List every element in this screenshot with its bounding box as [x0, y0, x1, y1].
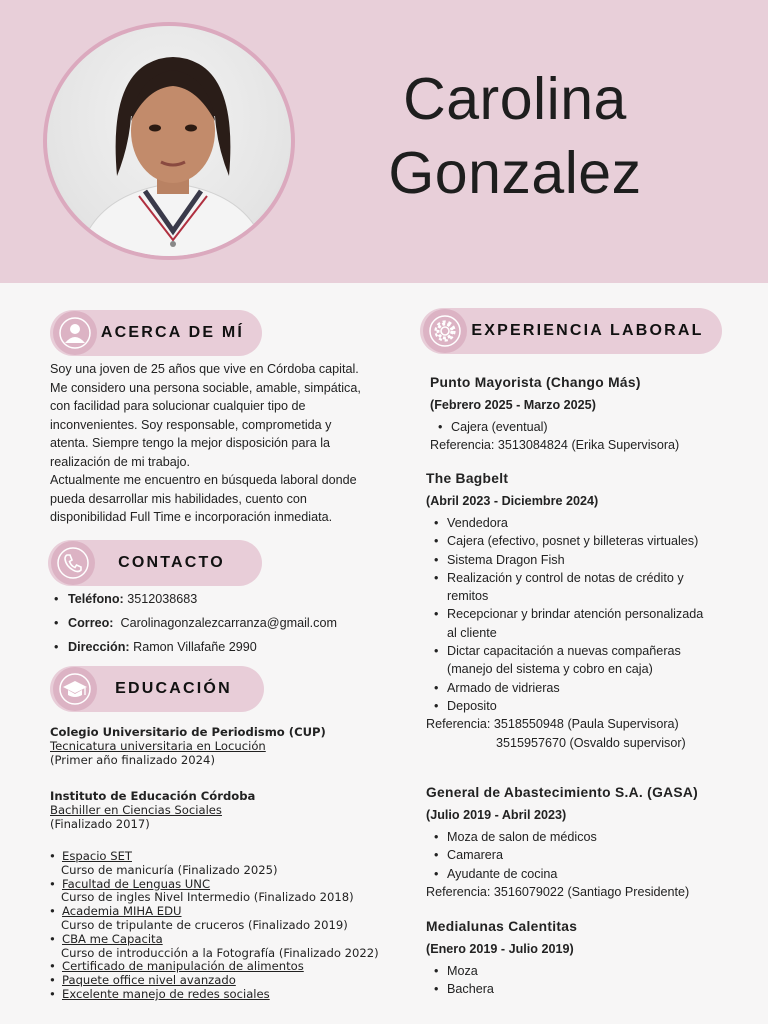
course-item: [48, 850, 418, 878]
person-portrait-icon: [47, 26, 295, 260]
job-task: • Moza: [426, 962, 746, 980]
contact-email: [52, 614, 392, 632]
job-task: • Dictar capacitación a nuevas compañeras (manejo del sistema y cobro en caja): [426, 642, 716, 679]
course-detail: Curso de introducción a la Fotografía (Finalizado 2022): [61, 945, 379, 960]
about-line: atenta. Siempre tengo la mejor disposición para la: [50, 436, 331, 450]
section-header-experience: [420, 308, 722, 354]
job-company: The Bagbelt: [426, 471, 509, 486]
gear-icon: [423, 309, 467, 353]
school-entry: [50, 790, 420, 831]
job-company: General de Abastecimiento S.A. (GASA): [426, 785, 699, 800]
contact-address: [52, 638, 392, 656]
course-item: [48, 905, 418, 933]
course-link[interactable]: Excelente manejo de redes sociales: [62, 986, 270, 1001]
job-task: • Bachera: [426, 980, 746, 998]
job-reference-secondary: 3515957670 (Osvaldo supervisor): [496, 735, 686, 750]
course-item: [48, 878, 418, 906]
course-link[interactable]: Academia MIHA EDU: [62, 904, 182, 919]
about-line: pueda desarrollar mis habilidades, cuento con: [50, 491, 307, 506]
school-status: (Finalizado 2017): [50, 816, 150, 831]
course-detail: Curso de tripulante de cruceros (Finalizado 2019): [61, 917, 348, 932]
header-banner: [0, 0, 768, 283]
job-period: (Abril 2023 - Diciembre 2024): [426, 494, 599, 508]
section-title-about: ACERCA DE MÍ: [100, 324, 245, 341]
last-name: Gonzalez: [388, 140, 642, 206]
job-task: • Ayudante de cocina: [426, 865, 746, 883]
address-label: Dirección:: [68, 640, 130, 654]
job-entry: [426, 471, 716, 752]
school-degree[interactable]: Bachiller en Ciencias Sociales: [50, 802, 222, 817]
school-entry: [50, 726, 420, 767]
section-header-contact: [48, 540, 262, 586]
course-list: [48, 850, 418, 1002]
school-institution: Colegio Universitario de Periodismo (CUP): [50, 725, 326, 739]
job-company: Medialunas Calentitas: [426, 919, 578, 934]
full-name: [330, 62, 700, 210]
profile-photo: [43, 22, 295, 260]
job-task: • Armado de vidrieras: [426, 679, 716, 697]
job-entry: [426, 919, 746, 999]
about-line: con facilidad para solucionar cualquier tipo de: [50, 399, 306, 413]
section-header-about: [50, 310, 262, 356]
job-task: • Vendedora: [426, 514, 716, 532]
job-task: • Deposito: [426, 697, 716, 715]
email-label: Correo:: [68, 616, 114, 630]
about-line: Actualmente me encuentro en búsqueda laboral donde: [50, 473, 357, 487]
job-reference: Referencia: 3518550948 (Paula Supervisora): [426, 717, 679, 732]
job-task-list: [426, 514, 716, 715]
job-task: • Moza de salon de médicos: [426, 828, 746, 846]
first-name: Carolina: [403, 66, 627, 132]
phone-value[interactable]: 3512038683: [127, 592, 198, 606]
job-task-list: [430, 418, 750, 436]
course-link[interactable]: Facultad de Lenguas UNC: [62, 876, 211, 891]
course-item: [48, 933, 418, 961]
phone-label: Teléfono:: [68, 592, 124, 606]
job-period: (Febrero 2025 - Marzo 2025): [430, 398, 596, 412]
job-entry: [430, 375, 750, 455]
about-line: disponibilidad Full Time e incorporación inmediata.: [50, 510, 333, 524]
about-text: [50, 360, 390, 527]
school-status: (Primer año finalizado 2024): [50, 752, 215, 767]
section-title-experience: EXPERIENCIA LABORAL: [471, 322, 704, 339]
job-task: • Realización y control de notas de crédito y remitos: [426, 569, 716, 606]
course-link[interactable]: Espacio SET: [62, 849, 132, 863]
job-task: • Sistema Dragon Fish: [426, 551, 716, 569]
section-title-contact: CONTACTO: [118, 554, 225, 571]
job-reference: Referencia: 3516079022 (Santiago Presidente): [426, 884, 690, 899]
about-line: Soy una joven de 25 años que vive en Córdoba capital.: [50, 362, 359, 376]
job-task: • Camarera: [426, 846, 746, 864]
job-task-list: [426, 962, 746, 999]
course-item: [48, 988, 418, 1002]
course-detail: Curso de manicuría (Finalizado 2025): [61, 862, 278, 877]
job-task: • Cajera (efectivo, posnet y billeteras virtuales): [426, 532, 716, 550]
contact-list: [52, 590, 392, 662]
email-value[interactable]: Carolinagonzalezcarranza@gmail.com: [120, 616, 337, 630]
section-header-education: [50, 666, 264, 712]
job-task: • Recepcionar y brindar atención personalizada al cliente: [426, 605, 716, 642]
job-task: • Cajera (eventual): [430, 418, 750, 436]
course-link[interactable]: Certificado de manipulación de alimentos: [62, 959, 304, 974]
graduation-cap-icon: [53, 667, 97, 711]
contact-phone: [52, 590, 392, 608]
school-institution: Instituto de Educación Córdoba: [50, 789, 256, 803]
job-period: (Julio 2019 - Abril 2023): [426, 808, 567, 822]
job-period: (Enero 2019 - Julio 2019): [426, 942, 574, 956]
about-line: Me considero una persona sociable, amable, simpática,: [50, 380, 361, 395]
course-item: [48, 960, 418, 974]
job-task-list: [426, 828, 746, 883]
job-entry: [426, 785, 746, 901]
about-line: inconvenientes. Soy responsable, comprometida y: [50, 417, 332, 432]
school-degree[interactable]: Tecnicatura universitaria en Locución: [50, 738, 266, 753]
phone-icon: [51, 541, 95, 585]
course-link[interactable]: CBA me Capacita: [62, 931, 163, 946]
address-value: Ramon Villafañe 2990: [133, 640, 257, 654]
job-reference: Referencia: 3513084824 (Erika Supervisora): [430, 438, 680, 453]
user-icon: [53, 311, 97, 355]
section-title-education: EDUCACIÓN: [115, 680, 232, 697]
course-item: [48, 974, 418, 988]
about-line: realización de mi trabajo.: [50, 454, 191, 469]
course-link[interactable]: Paquete office nivel avanzado: [62, 973, 236, 988]
job-company: Punto Mayorista (Chango Más): [430, 375, 641, 390]
course-detail: Curso de ingles Nivel Intermedio (Finalizado 2018): [61, 890, 354, 905]
